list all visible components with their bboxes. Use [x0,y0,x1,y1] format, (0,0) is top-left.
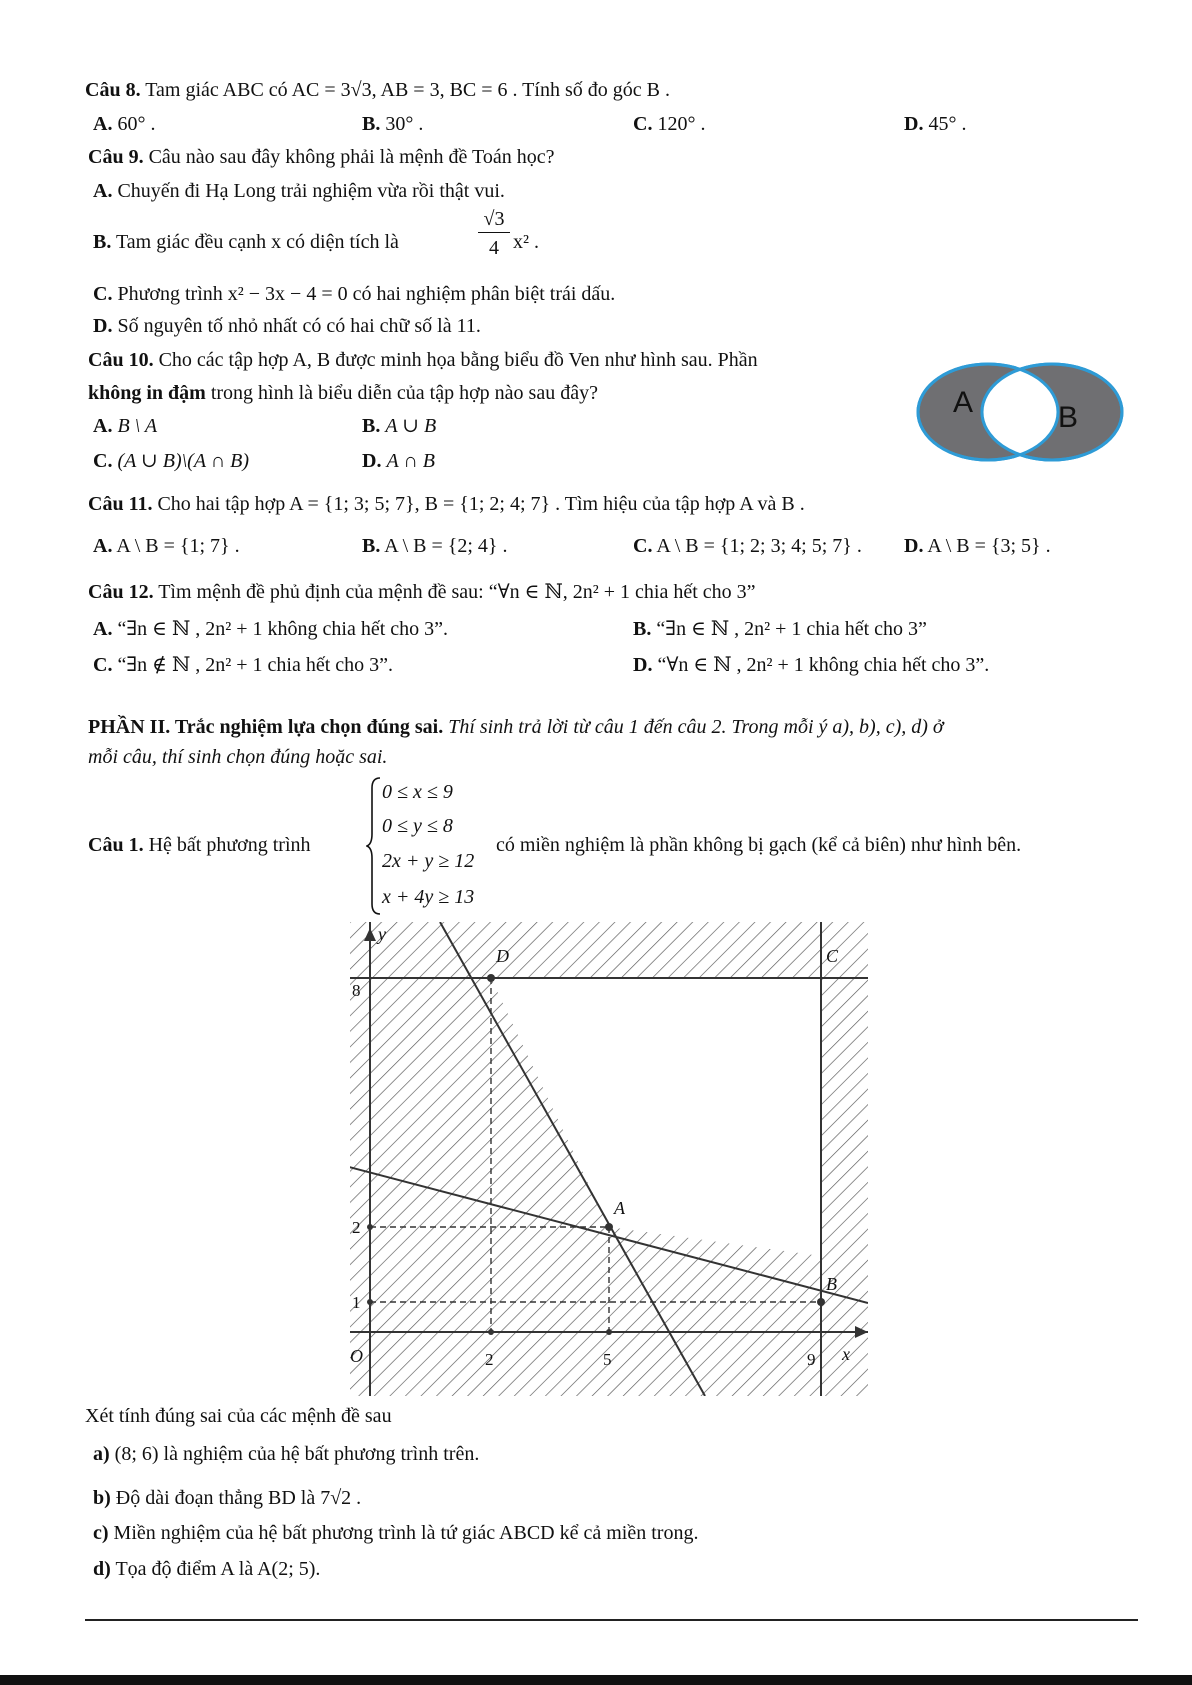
option-letter: D. [904,535,924,557]
label-origin: O [350,1346,363,1366]
option-text: “∀n ∈ ℕ , 2n² + 1 không chia hết cho 3”. [657,654,990,676]
option-text: Chuyến đi Hạ Long trải nghiệm vừa rồi thật vui. [117,180,505,202]
q10-option-b[interactable] [362,416,436,436]
option-letter: B. [362,535,381,557]
statement-c[interactable] [93,1523,698,1543]
statement-text: Độ dài đoạn thẳng BD là 7√2 . [115,1487,362,1509]
q8-text: Tam giác ABC có AC = 3√3, AB = 3, BC = 6 . Tính số đo góc B . [145,79,670,101]
p2q1-lead-text: Hệ bất phương trình [148,834,311,856]
q10-text2: trong hình là biểu diễn của tập hợp nào sau đây? [210,382,598,404]
q8-label: Câu 8. [85,79,141,101]
option-text: 45° . [928,113,967,135]
q10-text2-bold: không in đậm [88,382,206,404]
q9-text: Câu nào sau đây không phải là mệnh đề Toán học? [148,146,555,168]
q9-option-b[interactable] [93,232,399,252]
q9-option-a[interactable] [93,181,505,201]
option-text: A \ B = {1; 7} . [116,535,240,557]
option-text: 30° . [385,113,424,135]
option-text: A \ B = {3; 5} . [927,535,1051,557]
p2q1-lead [88,835,311,855]
q9-fraction [478,209,510,258]
p2q1-prompt: Xét tính đúng sai của các mệnh đề sau [85,1405,392,1427]
system-line-1: 0 ≤ x ≤ 9 [382,781,453,803]
system-brace [366,776,382,916]
statement-letter: b) [93,1487,111,1509]
point-d [487,974,495,982]
option-text: 120° . [657,113,706,135]
system-line-4: x + 4y ≥ 13 [382,886,475,908]
option-letter: A. [93,180,113,202]
option-letter: A. [93,415,113,437]
option-letter: C. [93,450,113,472]
system-line-3: 2x + y ≥ 12 [382,850,475,872]
option-letter: C. [633,535,653,557]
venn-label-a: A [953,386,974,419]
statement-text: (8; 6) là nghiệm của hệ bất phương trình trên. [114,1443,480,1465]
q10-option-c[interactable] [93,451,249,471]
venn-label-b: B [1058,401,1079,434]
fraction-denominator: 4 [489,237,499,259]
part2-instructions: Thí sinh trả lời từ câu 1 đến câu 2. Trong mỗi ý a), b), c), d) ở [448,716,944,738]
part2-title: PHẦN II. Trắc nghiệm lựa chọn đúng sai. [88,716,444,738]
label-y-2: 2 [352,1218,361,1237]
statement-a[interactable] [93,1444,479,1464]
q11-text: Cho hai tập hợp A = {1; 3; 5; 7}, B = {1; 2; 4; 7} . Tìm hiệu của tập hợp A và B . [157,493,805,515]
option-letter: A. [93,535,113,557]
q10-option-d[interactable] [362,451,435,471]
option-letter: D. [633,654,653,676]
q10-line2 [88,383,598,403]
q8-line [85,80,670,100]
q9-option-b-tail: x² . [513,231,539,253]
q12-option-a[interactable] [93,619,448,639]
feasible-region-graph [350,922,868,1396]
point-b [817,1298,825,1306]
option-letter: B. [362,415,381,437]
statement-text: Tọa độ điểm A là A(2; 5). [115,1558,321,1580]
option-text: A ∩ B [386,450,435,472]
option-text: “∃n ∉ ℕ , 2n² + 1 chia hết cho 3”. [117,654,394,676]
tick-y-2 [367,1224,373,1230]
p2q1-tail: có miền nghiệm là phần không bị gạch (kể cả biên) như hình bên. [496,834,1022,856]
label-c: C [826,946,839,966]
option-letter: C. [93,283,113,305]
q8-option-a[interactable] [93,114,155,134]
label-axis-y: y [378,924,386,944]
tick-x-2 [488,1329,494,1335]
q11-line [88,494,805,514]
q12-text: Tìm mệnh đề phủ định của mệnh đề sau: “∀n ∈ ℕ, 2n² + 1 chia hết cho 3” [158,581,756,603]
label-x-2: 2 [485,1350,494,1369]
q8-option-b[interactable] [362,114,423,134]
option-text: “∃n ∈ ℕ , 2n² + 1 chia hết cho 3” [656,618,927,640]
system-line-2: 0 ≤ y ≤ 8 [382,815,453,837]
option-letter: D. [362,450,382,472]
q11-option-c[interactable] [633,536,862,556]
point-a [605,1223,613,1231]
q12-option-c[interactable] [93,655,393,675]
option-text: A ∪ B [385,415,437,437]
p2q1-label: Câu 1. [88,834,144,856]
label-x-5: 5 [603,1350,612,1369]
option-letter: C. [633,113,653,135]
q11-option-a[interactable] [93,536,240,556]
label-a: A [614,1198,625,1218]
tick-y-1 [367,1299,373,1305]
option-text: (A ∪ B)\(A ∩ B) [117,450,249,472]
option-text: A \ B = {2; 4} . [384,535,508,557]
q11-label: Câu 11. [88,493,153,515]
q9-label: Câu 9. [88,146,144,168]
label-axis-x: x [842,1344,850,1364]
q9-option-d[interactable] [93,316,481,336]
q10-label: Câu 10. [88,349,154,371]
q12-option-b[interactable] [633,619,927,639]
q9-line [88,147,554,167]
option-letter: D. [904,113,924,135]
q12-line [88,582,756,602]
part2-heading [88,717,944,737]
q8-option-c[interactable] [633,114,705,134]
statement-text: Miền nghiệm của hệ bất phương trình là tứ giác ABCD kể cả miền trong. [113,1522,699,1544]
label-x-9: 9 [807,1350,816,1369]
statement-b[interactable] [93,1488,361,1508]
option-text: Phương trình x² − 3x − 4 = 0 có hai nghiệm phân biệt trái dấu. [117,283,616,305]
q11-option-d[interactable] [904,536,1051,556]
option-letter: A. [93,113,113,135]
q12-label: Câu 12. [88,581,154,603]
label-y-8: 8 [352,981,361,1000]
option-text: Tam giác đều cạnh x có diện tích là [115,231,399,253]
option-letter: A. [93,618,113,640]
q11-option-b[interactable] [362,536,508,556]
option-text: A \ B = {1; 2; 3; 4; 5; 7} . [656,535,862,557]
q8-option-d[interactable] [904,114,966,134]
option-text: 60° . [117,113,156,135]
statement-letter: c) [93,1522,109,1544]
option-text: “∃n ∈ ℕ , 2n² + 1 không chia hết cho 3”. [117,618,449,640]
page-bottom-edge [0,1675,1192,1685]
statement-letter: a) [93,1443,110,1465]
part2-instructions-2: mỗi câu, thí sinh chọn đúng hoặc sai. [88,746,388,768]
option-letter: B. [362,113,381,135]
label-d: D [496,946,509,966]
q12-option-d[interactable] [633,655,989,675]
option-text: Số nguyên tố nhỏ nhất có có hai chữ số là 11. [117,315,481,337]
statement-d[interactable] [93,1559,320,1579]
q10-option-a[interactable] [93,416,157,436]
statement-letter: d) [93,1558,111,1580]
q9-option-c[interactable] [93,284,615,304]
label-y-1: 1 [352,1293,361,1312]
option-letter: C. [93,654,113,676]
q10-text1: Cho các tập hợp A, B được minh họa bằng biểu đồ Ven như hình sau. Phần [158,349,758,371]
footer-rule [85,1619,1138,1621]
label-b: B [826,1274,837,1294]
option-text: B \ A [117,415,158,437]
fraction-numerator: √3 [478,209,510,233]
option-letter: B. [93,231,112,253]
option-letter: D. [93,315,113,337]
option-letter: B. [633,618,652,640]
venn-diagram [915,358,1135,468]
q10-line1 [88,350,758,370]
tick-x-5 [606,1329,612,1335]
